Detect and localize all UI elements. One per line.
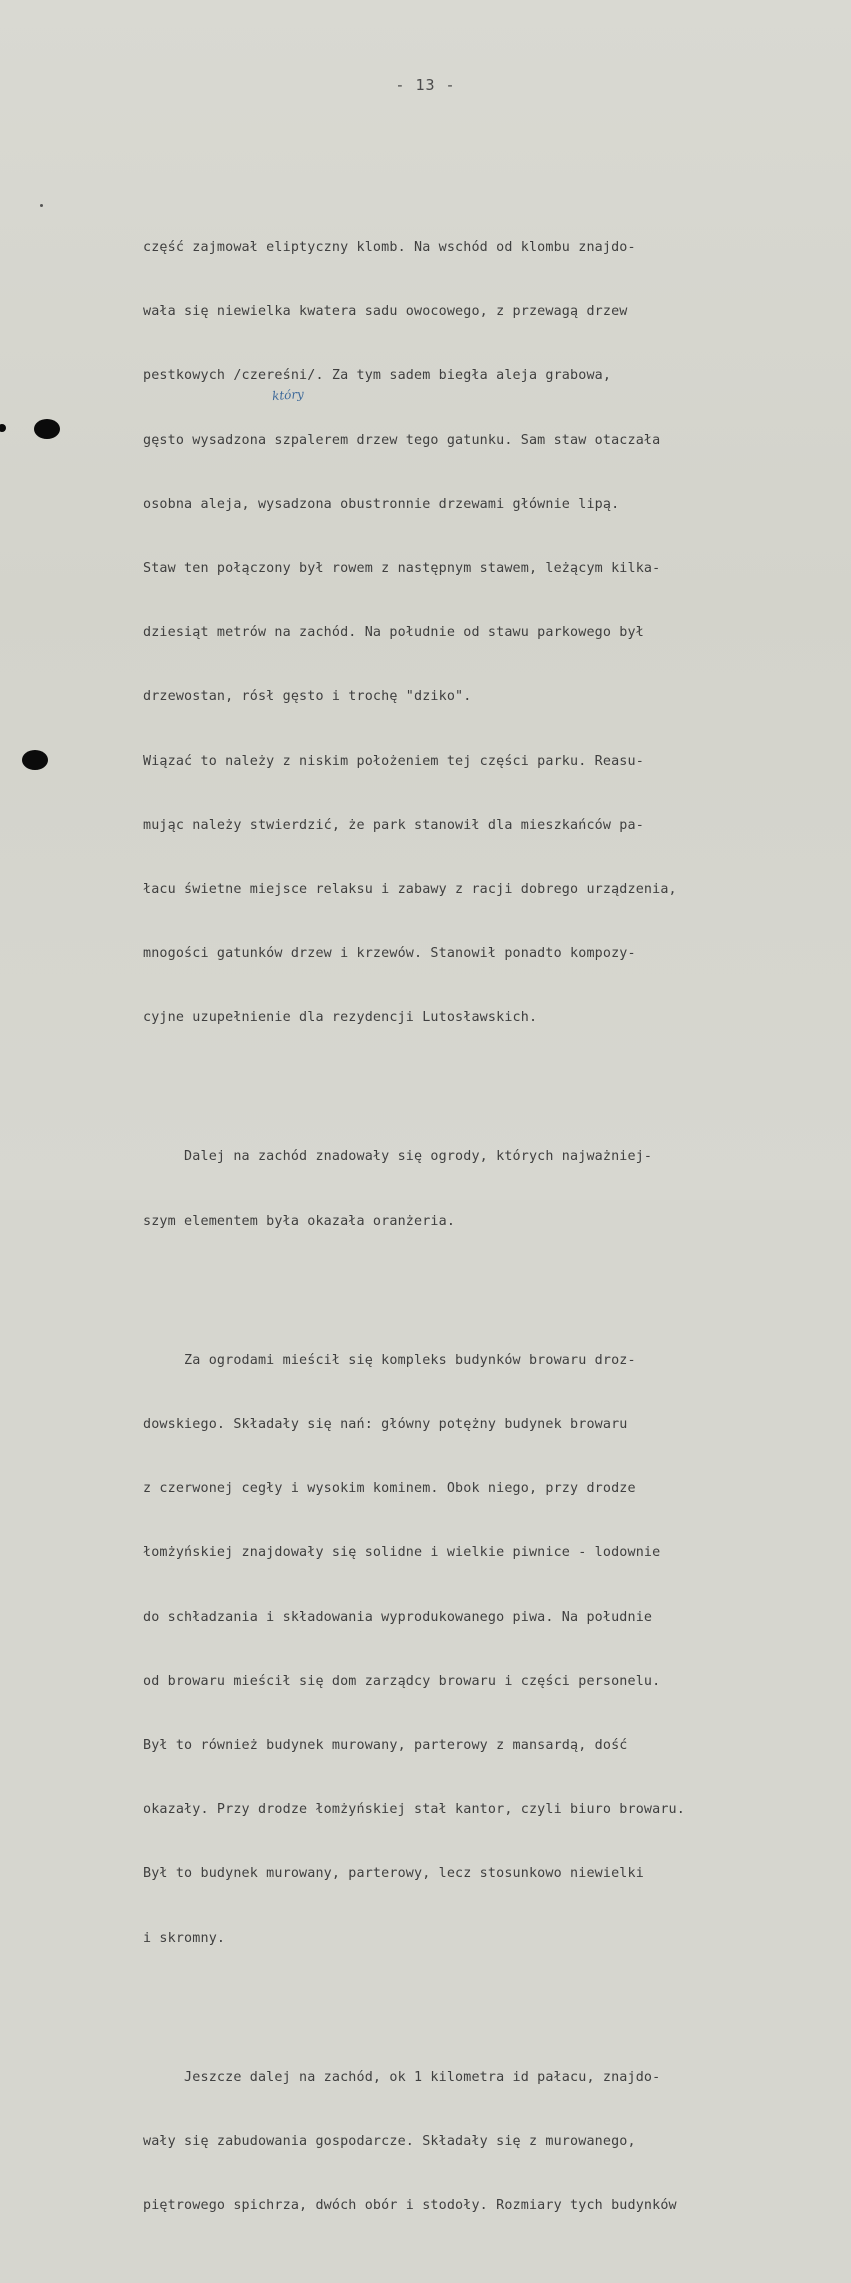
paragraph-3 [143,1314,843,1986]
paragraph-4 [143,2031,843,2254]
punch-hole-upper [34,419,60,439]
paragraph-1 [143,201,843,1065]
text-line: Był to również budynek murowany, parterowy z mansardą, dość [143,1737,628,1753]
text-line: mując należy stwierdzić, że park stanowił dla mieszkańców pa- [143,817,644,833]
text-line: do schładzania i składowania wyprodukowanego piwa. Na południe [143,1609,653,1625]
text-line: drzewostan, rósł gęsto i trochę "dziko". [143,689,472,705]
text-line: mnogości gatunków drzew i krzewów. Stanowił ponadto kompozy- [143,946,636,962]
text-line: i skromny. [143,1930,226,1946]
text-line: Dalej na zachód znadowały się ogrody, których najważniej- [143,1149,653,1165]
text-line: gęsto wysadzona szpalerem drzew tego gatunku. Sam staw otaczała [143,432,661,448]
punch-hole-lower [22,750,48,770]
text-line: od browaru mieścił się dom zarządcy browaru i części personelu. [143,1673,661,1689]
text-line: piętrowego spichrza, dwóch obór i stodoły. Rozmiary tych budynków [143,2198,677,2214]
text-line: dziesiąt metrów na zachód. Na południe od stawu parkowego był [143,625,644,641]
text-line: z czerwonej cegły i wysokim kominem. Obok niego, przy drodze [143,1481,636,1497]
text-line: Był to budynek murowany, parterowy, lecz stosunkowo niewielki [143,1866,644,1882]
text-line: szym elementem była okazała oranżeria. [143,1213,456,1229]
text-line: Za ogrodami mieścił się kompleks budynków browaru droz- [143,1352,636,1368]
edge-mark [0,424,6,432]
text-line: Wiązać to należy z niskim położeniem tej części parku. Reasu- [143,753,644,769]
text-line: cyjne uzupełnienie dla rezydencji Lutosławskich. [143,1010,538,1026]
body-text [143,156,843,2283]
text-line: dowskiego. Składały się nań: główny potężny budynek browaru [143,1417,628,1432]
text-line: osobna aleja, wysadzona obustronnie drzewami głównie lipą. [143,496,620,512]
text-line: łacu świetne miejsce relaksu i zabawy z racji dobrego urządzenia, [143,881,677,897]
text-line: Jeszcze dalej na zachód, ok 1 kilometra id pałacu, znajdo- [143,2069,661,2085]
stray-mark [40,204,43,207]
text-line: wały się zabudowania gospodarcze. Składały się z murowanego, [143,2133,636,2149]
text-line: wała się niewielka kwatera sadu owocowego, z przewagą drzew [143,304,628,320]
text-line: pestkowych /czereśni/. Za tym sadem biegła aleja grabowa, [143,368,612,384]
handwritten-annotation: który [271,386,305,404]
text-line: łomżyńskiej znajdowały się solidne i wielkie piwnice - lodownie [143,1545,661,1561]
text-line: okazały. Przy drodze łomżyńskiej stał kantor, czyli biuro browaru. [143,1802,685,1818]
paragraph-2 [143,1110,843,1268]
text-line: Staw ten połączony był rowem z następnym stawem, leżącym kilka- [143,560,661,576]
page-number: - 13 - [395,76,456,94]
text-line: część zajmował eliptyczny klomb. Na wschód od klombu znajdo- [143,240,636,255]
